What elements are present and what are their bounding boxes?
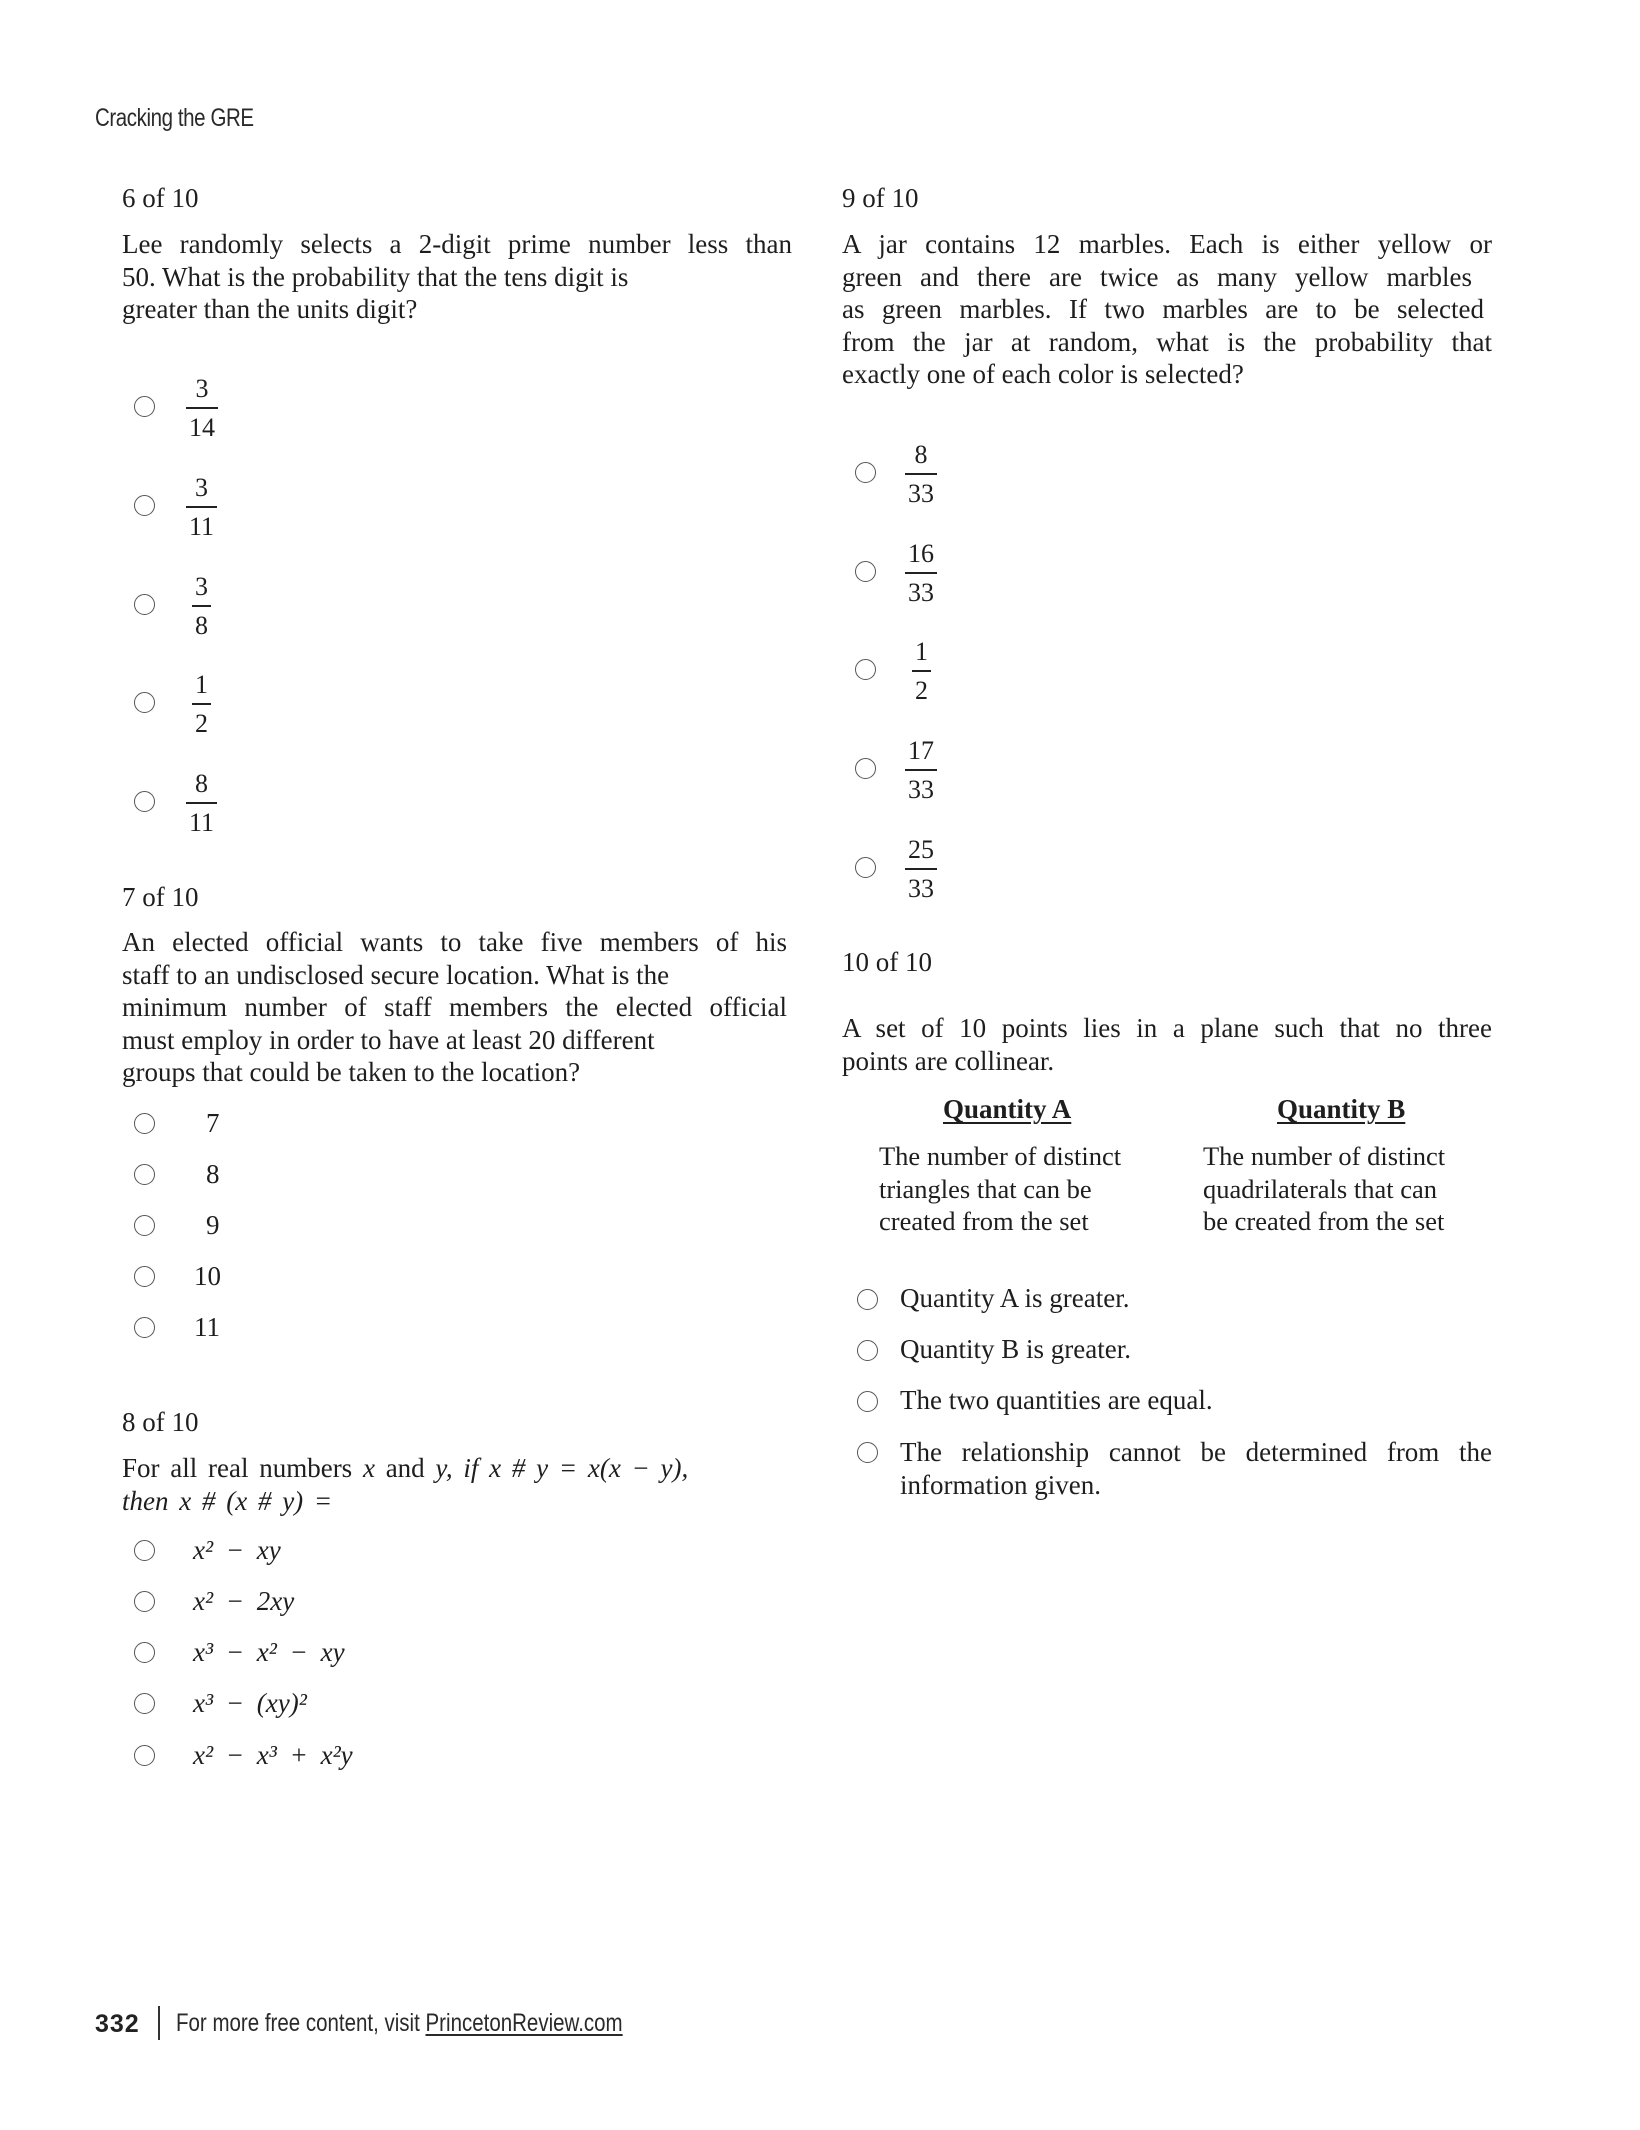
q7-option-d-label: 10 <box>194 1261 221 1291</box>
stem-line: exactly one of each color is selected? <box>842 359 1244 390</box>
denominator: 2 <box>915 675 928 705</box>
option-line: information given. <box>900 1469 1101 1500</box>
stem-text: and <box>374 1453 436 1483</box>
quantity-a-heading: Quantity A <box>943 1094 1072 1124</box>
numerator: 3 <box>195 374 209 403</box>
stem-line <box>122 1485 762 1518</box>
option-line: The relationship cannot be determined from the <box>900 1437 1492 1467</box>
q6-option-e-fraction <box>186 769 217 838</box>
q8-option-a-expression: x² − xy <box>193 1535 281 1565</box>
denominator: 33 <box>908 577 934 607</box>
desc-line: quadrilaterals that can <box>1203 1173 1437 1204</box>
q10-option-d-label <box>900 1436 1492 1501</box>
q6-option-e-radio[interactable] <box>134 791 155 812</box>
stem-text: For all real numbers <box>122 1453 363 1483</box>
stem-line: from the jar at random, what is the probability that <box>842 326 1492 357</box>
q8-option-d-expression: x³ − (xy)² <box>193 1688 307 1718</box>
stem-line: minimum number of staff members the elected official <box>122 992 787 1023</box>
q10-option-d-radio[interactable] <box>857 1442 878 1463</box>
footer-promo-text: For more free content, visit <box>176 2009 426 2037</box>
q7-option-c-label: 9 <box>206 1210 220 1240</box>
q7-option-a-label: 7 <box>206 1108 220 1138</box>
footer-divider <box>158 2006 160 2040</box>
q10-option-a-label: Quantity A is greater. <box>900 1283 1130 1313</box>
numerator: 1 <box>195 670 208 699</box>
q9-option-e-radio[interactable] <box>855 857 876 878</box>
denominator: 33 <box>908 478 934 508</box>
fraction-bar <box>186 407 218 409</box>
footer-promo <box>176 2009 623 2038</box>
fraction-bar <box>186 506 217 508</box>
stem-line: 50. What is the probability that the tens digit is <box>122 261 629 292</box>
fraction-bar <box>192 605 211 607</box>
numerator: 3 <box>195 572 208 601</box>
desc-line: triangles that can be <box>879 1173 1092 1204</box>
q10-option-a-radio[interactable] <box>857 1289 878 1310</box>
q9-option-a-fraction <box>905 440 937 509</box>
fraction-bar <box>905 473 937 475</box>
q8-option-e-expression: x² − x³ + x²y <box>193 1740 353 1770</box>
question-7-label: 7 of 10 <box>122 882 199 912</box>
operator-definition: , if x # y = x(x − y), <box>445 1453 689 1483</box>
stem-line <box>122 1452 762 1485</box>
stem-line: groups that could be taken to the location? <box>122 1057 581 1088</box>
denominator: 33 <box>908 873 934 903</box>
princeton-review-link[interactable]: PrincetonReview.com <box>425 2009 623 2037</box>
q9-option-b-radio[interactable] <box>855 561 876 582</box>
quantity-b-heading: Quantity B <box>1277 1094 1406 1124</box>
question-9-stem <box>842 228 1492 391</box>
q8-option-d-radio[interactable] <box>134 1693 155 1714</box>
question-8-stem <box>122 1452 762 1517</box>
denominator: 2 <box>195 708 208 738</box>
fraction-bar <box>186 802 217 804</box>
desc-line: be created from the set <box>1203 1206 1445 1237</box>
q10-option-c-radio[interactable] <box>857 1391 878 1412</box>
q8-option-b-radio[interactable] <box>134 1591 155 1612</box>
stem-line: as green marbles. If two marbles are to be selected <box>842 294 1484 325</box>
q6-option-d-radio[interactable] <box>134 692 155 713</box>
q7-option-b-radio[interactable] <box>134 1164 155 1185</box>
q8-option-c-radio[interactable] <box>134 1642 155 1663</box>
q7-option-e-radio[interactable] <box>134 1317 155 1338</box>
question-6-stem <box>122 228 792 326</box>
q6-option-a-radio[interactable] <box>134 396 155 417</box>
stem-line: staff to an undisclosed secure location. What is the <box>122 959 670 990</box>
page-number: 332 <box>95 2010 140 2038</box>
denominator: 11 <box>189 807 215 837</box>
q6-option-c-fraction <box>192 572 211 641</box>
expression-to-evaluate: then x # (x # y) = <box>122 1485 333 1516</box>
desc-line: created from the set <box>879 1206 1089 1237</box>
stem-line: greater than the units digit? <box>122 294 418 325</box>
q6-option-b-radio[interactable] <box>134 495 155 516</box>
numerator: 8 <box>914 440 928 469</box>
variable-y: y <box>435 1453 446 1483</box>
numerator: 1 <box>915 637 928 666</box>
q6-option-c-radio[interactable] <box>134 594 155 615</box>
q9-option-a-radio[interactable] <box>855 462 876 483</box>
q10-option-c-label: The two quantities are equal. <box>900 1385 1213 1415</box>
stem-line: A set of 10 points lies in a plane such that no three <box>842 1013 1492 1043</box>
q6-option-d-fraction <box>192 670 211 739</box>
denominator: 11 <box>189 511 215 541</box>
stem-line: must employ in order to have at least 20 different <box>122 1024 655 1055</box>
fraction-bar <box>192 703 211 705</box>
q9-option-e-fraction <box>905 835 937 904</box>
q7-option-a-radio[interactable] <box>134 1113 155 1134</box>
fraction-bar <box>905 769 937 771</box>
question-10-stem <box>842 1012 1492 1077</box>
numerator: 25 <box>908 835 934 864</box>
q6-option-a-fraction <box>186 374 218 443</box>
numerator: 8 <box>195 769 209 798</box>
denominator: 33 <box>908 774 934 804</box>
q6-option-b-fraction <box>186 473 217 542</box>
numerator: 17 <box>908 736 934 765</box>
numerator: 3 <box>195 473 209 502</box>
question-9-label: 9 of 10 <box>842 183 919 213</box>
q9-option-b-fraction <box>905 539 937 608</box>
q8-option-c-expression: x³ − x² − xy <box>193 1637 345 1667</box>
q9-option-c-fraction <box>912 637 931 706</box>
q7-option-b-label: 8 <box>206 1159 220 1189</box>
q7-option-e-label: 11 <box>194 1312 220 1342</box>
running-header: Cracking the GRE <box>95 104 254 132</box>
stem-line: green and there are twice as many yellow marbles <box>842 261 1472 292</box>
stem-line: An elected official wants to take five members of his <box>122 927 787 957</box>
question-7-stem <box>122 926 787 1089</box>
q7-option-d-radio[interactable] <box>134 1266 155 1287</box>
q9-option-d-fraction <box>905 736 937 805</box>
fraction-bar <box>912 670 931 672</box>
q8-option-b-expression: x² − 2xy <box>193 1586 295 1616</box>
question-6-label: 6 of 10 <box>122 183 199 213</box>
variable-x: x <box>362 1453 375 1483</box>
denominator: 8 <box>195 610 208 640</box>
q10-option-b-label: Quantity B is greater. <box>900 1334 1131 1364</box>
question-10-label: 10 of 10 <box>842 947 932 977</box>
stem-line: points are collinear. <box>842 1045 1055 1076</box>
q9-option-c-radio[interactable] <box>855 659 876 680</box>
denominator: 14 <box>189 412 215 442</box>
q8-option-a-radio[interactable] <box>134 1540 155 1561</box>
q9-option-d-radio[interactable] <box>855 758 876 779</box>
stem-line: Lee randomly selects a 2-digit prime number less than <box>122 229 792 259</box>
stem-line: A jar contains 12 marbles. Each is either yellow or <box>842 229 1492 259</box>
desc-line: The number of distinct <box>879 1141 1122 1171</box>
question-8-label: 8 of 10 <box>122 1407 199 1437</box>
fraction-bar <box>905 572 937 574</box>
quantity-a-description <box>879 1140 1179 1238</box>
desc-line: The number of distinct <box>1203 1141 1446 1171</box>
quantity-b-description <box>1203 1140 1503 1238</box>
fraction-bar <box>905 868 937 870</box>
numerator: 16 <box>908 539 934 568</box>
q8-option-e-radio[interactable] <box>134 1745 155 1766</box>
q10-option-b-radio[interactable] <box>857 1340 878 1361</box>
q7-option-c-radio[interactable] <box>134 1215 155 1236</box>
